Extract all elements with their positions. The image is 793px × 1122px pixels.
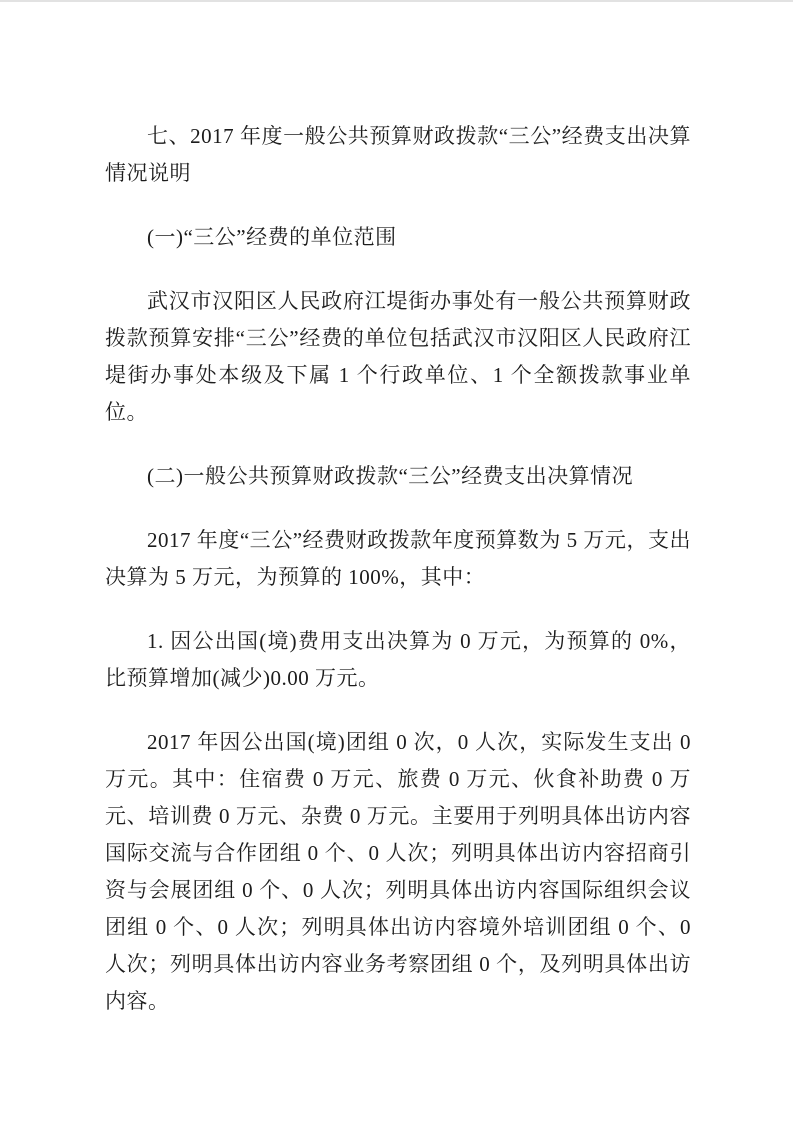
document-title: 七、2017 年度一般公共预算财政拨款“三公”经费支出决算情况说明 xyxy=(105,124,691,185)
body-paragraph-abroad-detail: 2017 年因公出国(境)团组 0 次，0 人次，实际发生支出 0 万元。其中：住宿费 0 万元、旅费 0 万元、伙食补助费 0 万元、培训费 0 万元、杂费 0 万元。主要用于列明具体出访内容国际交流与合作团组 0 个、0 人次；列明具体出访内容招商引资与会展团组 0 个、0 人次；列明具体出访内容国际组织会议团组 0 个、0 人次；列明具体出访内容境外培训团组 0 个、0 人次；列明具体出访内容业务考察团组 0 个，及列明具体出访内容。 xyxy=(105,730,691,1013)
page-top-divider xyxy=(0,0,793,2)
section-heading-1: (一)“三公”经费的单位范围 xyxy=(147,225,397,249)
body-paragraph-unit-scope: 武汉市汉阳区人民政府江堤街办事处有一般公共预算财政拨款预算安排“三公”经费的单位包括武汉市汉阳区人民政府江堤街办事处本级及下属 1 个行政单位、1 个全额拨款事业单位。 xyxy=(105,289,691,424)
body-paragraph-abroad-expense: 1. 因公出国(境)费用支出决算为 0 万元，为预算的 0%，比预算增加(减少)0.00 万元。 xyxy=(105,629,691,690)
section-heading-2: (二)一般公共预算财政拨款“三公”经费支出决算情况 xyxy=(147,464,634,488)
body-paragraph-budget-summary: 2017 年度“三公”经费财政拨款年度预算数为 5 万元，支出决算为 5 万元，为预算的 100%，其中： xyxy=(105,528,691,589)
